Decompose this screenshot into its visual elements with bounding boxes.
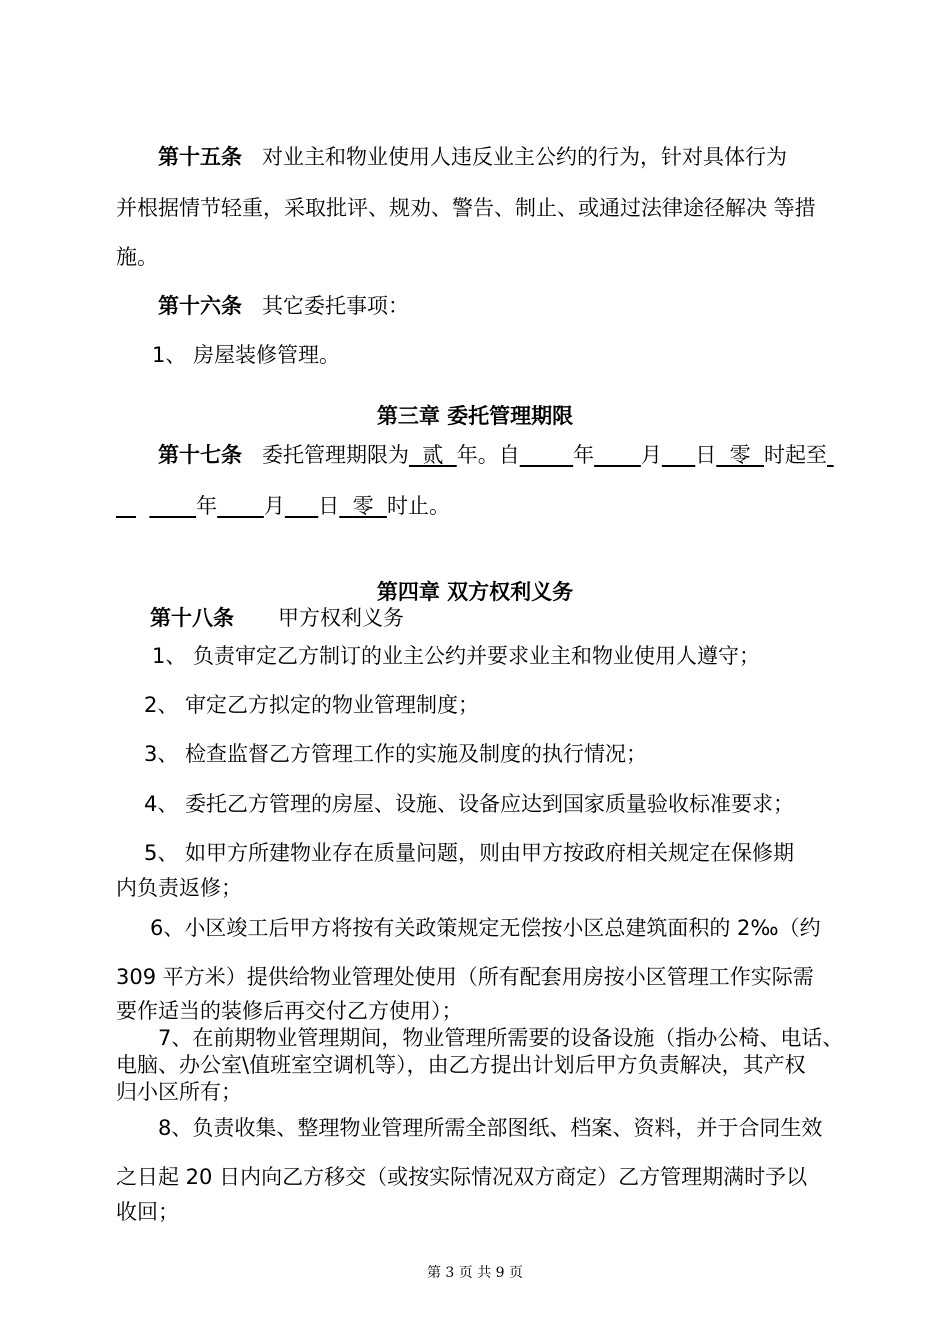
term-years-field: 贰 xyxy=(422,443,444,467)
article-18-item-6-line-2: 309 平方米）提供给物业管理处使用（所有配套用房按小区管理工作实际需 xyxy=(116,965,814,989)
start-month-blank xyxy=(594,443,641,467)
article-16-item-1: 1、 房屋装修管理。 xyxy=(152,343,341,367)
chapter-3-title: 第三章 委托管理期限 xyxy=(376,404,574,428)
article-17-line-2: 年 月 日 零 时止。 xyxy=(116,491,450,521)
end-day-blank xyxy=(285,494,318,518)
article-18-item-4: 4、 委托乙方管理的房屋、设施、设备应达到国家质量验收标准要求； xyxy=(144,792,795,816)
article-15-heading: 第十五条 xyxy=(158,145,242,169)
start-hour-field: 零 xyxy=(729,443,751,467)
article-18-text: 甲方权利义务 xyxy=(278,606,404,630)
article-18-item-8-line-3: 收回； xyxy=(116,1200,179,1224)
article-18-item-5-line-2: 内负责返修； xyxy=(116,876,242,900)
article-16-heading: 第十六条 xyxy=(158,294,242,318)
article-15-text-1: 对业主和物业使用人违反业主公约的行为，针对具体行为 xyxy=(262,145,787,169)
start-day-blank xyxy=(662,443,695,467)
article-18-heading: 第十八条 xyxy=(150,606,234,630)
article-15-line-1 xyxy=(158,142,787,172)
article-18-item-7-line-1: 7、在前期物业管理期间，物业管理所需要的设备设施（指办公椅、电话、 xyxy=(158,1026,844,1050)
article-18-item-7-line-3: 归小区所有； xyxy=(116,1080,242,1104)
article-18-item-6-line-1: 6、小区竣工后甲方将按有关政策规定无偿按小区总建筑面积的 2‰（约 xyxy=(150,916,821,940)
end-year-blank-a xyxy=(116,494,136,518)
article-16-line xyxy=(158,291,409,321)
article-18-item-8-line-1: 8、负责收集、整理物业管理所需全部图纸、档案、资料，并于合同生效 xyxy=(158,1116,823,1140)
article-18-item-5-line-1: 5、 如甲方所建物业存在质量问题，则由甲方按政府相关规定在保修期 xyxy=(144,841,795,865)
end-month-blank xyxy=(217,494,264,518)
article-16-text: 其它委托事项： xyxy=(262,294,409,318)
article-17-heading: 第十七条 xyxy=(158,443,242,467)
article-17-text-1: 委托管理期限为 xyxy=(262,443,409,467)
page-footer: 第 3 页 共 9 页 xyxy=(426,1265,524,1281)
article-18-item-2: 2、 审定乙方拟定的物业管理制度； xyxy=(144,693,480,717)
article-15-line-2: 并根据情节轻重，采取批评、规劝、警告、制止、或通过法律途径解决 等措 xyxy=(116,196,816,220)
start-year-blank xyxy=(520,443,573,467)
article-15-line-3: 施。 xyxy=(116,245,158,269)
chapter-4-title: 第四章 双方权利义务 xyxy=(376,580,574,604)
article-18-item-8-line-2: 之日起 20 日内向乙方移交（或按实际情况双方商定）乙方管理期满时予以 xyxy=(116,1165,808,1189)
end-year-blank-b xyxy=(149,494,196,518)
article-18-item-6-line-3: 要作适当的装修后再交付乙方使用）； xyxy=(116,999,463,1023)
article-18-item-3: 3、 检查监督乙方管理工作的实施及制度的执行情况； xyxy=(144,742,648,766)
article-17-line-1: 第十七条 委托管理期限为 贰 年。自 年 月 日 零 时起至 xyxy=(158,440,834,470)
end-hour-field: 零 xyxy=(352,494,374,518)
end-trailing-blank xyxy=(827,443,834,467)
article-18-item-1: 1、 负责审定乙方制订的业主公约并要求业主和物业使用人遵守； xyxy=(152,644,761,668)
article-18-item-7-line-2: 电脑、办公室\值班室空调机等），由乙方提出计划后甲方负责解决，其产权 xyxy=(116,1053,806,1077)
article-18-line xyxy=(150,603,404,633)
